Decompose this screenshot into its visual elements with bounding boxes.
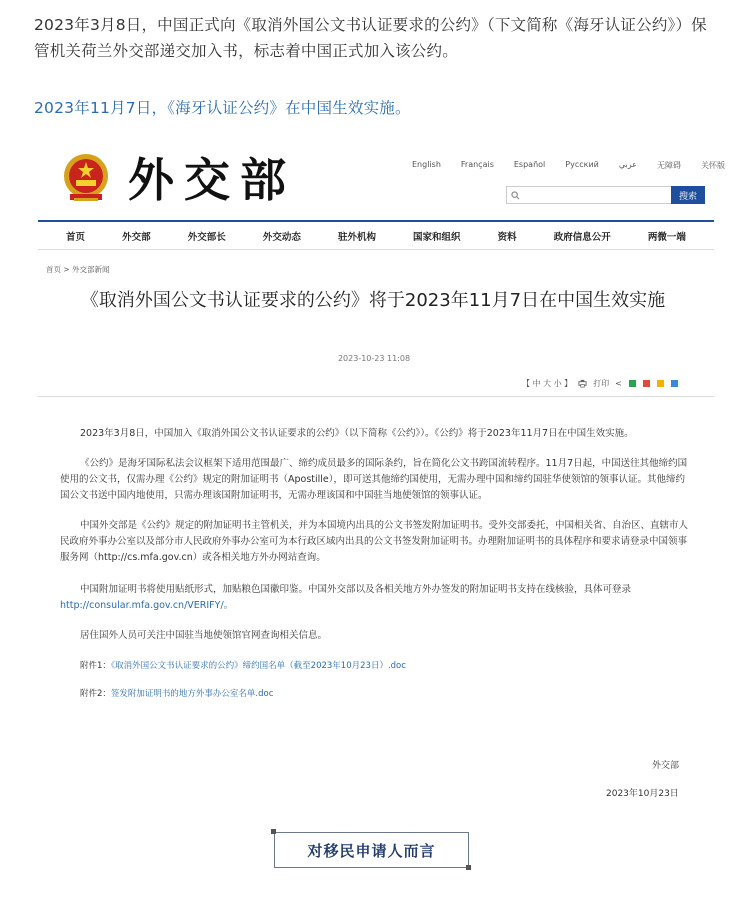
share-icon[interactable]: < xyxy=(615,379,622,388)
wechat-share-icon[interactable] xyxy=(629,380,636,387)
language-bar xyxy=(412,160,725,171)
body-paragraph-2: 《公约》是海牙国际私法会议框架下适用范围最广、缔约成员最多的国际条约，旨在简化公文书跨国流转程序。11月7日起，中国送往其他缔约国使用的公文书，仅需办理《公约》规定的附加证明书（Apostille），即可送其他缔约国使用，无需办理中国和缔约国驻华使领馆的领事认证。其他缔约国公文书送中国内地使用，只需办理该国附加证明书，无需办理该国和中国驻当地使领馆的领事认证。 xyxy=(60,458,688,501)
main-nav xyxy=(38,220,714,250)
body-paragraph-5: 居住国外人员可关注中国驻当地使领馆官网查询相关信息。 xyxy=(80,630,328,641)
body-paragraph-4 xyxy=(60,582,688,614)
lang-russian[interactable]: Русский xyxy=(565,160,599,169)
divider xyxy=(38,396,714,397)
section-heading: 对移民申请人而言 xyxy=(307,841,436,860)
nav-countries[interactable]: 国家和组织 xyxy=(413,231,461,243)
search-input[interactable] xyxy=(506,186,671,204)
intro-paragraph-2: 2023年11月7日，《海牙认证公约》在中国生效实施。 xyxy=(34,99,411,117)
lang-french[interactable]: Français xyxy=(460,160,494,169)
font-size-switcher[interactable]: 【 中 大 小 】 xyxy=(522,379,573,388)
body-paragraph-3: 中国外交部是《公约》规定的附加证明书主管机关，并为本国境内出具的公文书签发附加证明书。受外交部委托，中国相关省、自治区、直辖市人民政府外事办公室以及部分市人民政府外事办公室可为本行政区域内出具的公文书签发附加证明书。办理附加证明书的具体程序和要求请登录中国领事服务网（http://cs.mfa.gov.cn）或各相关地方外办网站查询。 xyxy=(60,520,689,563)
nav-gov-info[interactable]: 政府信息公开 xyxy=(553,231,611,243)
lang-spanish[interactable]: Español xyxy=(513,160,546,169)
more-share-icon[interactable] xyxy=(671,380,678,387)
attachment-1 xyxy=(60,658,688,674)
corner-marker xyxy=(466,865,471,870)
nav-missions[interactable]: 驻外机构 xyxy=(337,231,376,243)
section-heading-box xyxy=(274,832,469,868)
attachment-1-link[interactable]: 《取消外国公文书认证要求的公约》缔约国名单（截至2023年10月23日）.doc xyxy=(110,661,406,671)
article-tools xyxy=(522,378,678,389)
lang-accessibility[interactable]: 无障碍 xyxy=(656,161,681,170)
signature-date: 2023年10月23日 xyxy=(606,789,679,799)
attachment-1-label: 附件1： xyxy=(80,661,111,671)
nav-mfa[interactable]: 外交部 xyxy=(122,231,151,243)
nav-social[interactable]: 两微一端 xyxy=(647,231,686,243)
nav-minister[interactable]: 外交部长 xyxy=(187,231,226,243)
nav-resources[interactable]: 资料 xyxy=(497,231,517,243)
qzone-share-icon[interactable] xyxy=(657,380,664,387)
article-date: 2023-10-23 11:08 xyxy=(337,354,411,363)
corner-marker xyxy=(271,829,276,834)
body-paragraph-4-text: 中国附加证明书将使用贴纸形式，加贴粮色国徽印鉴。中国外交部以及各相关地方外办签发的附加证明书支持在线核验，具体可登录 xyxy=(80,584,632,595)
attachment-2 xyxy=(60,686,688,702)
attachment-2-link[interactable]: 签发附加证明书的地方外事办公室名单.doc xyxy=(110,689,274,699)
body-paragraph-1: 2023年3月8日，中国加入《取消外国公文书认证要求的公约》（以下简称《公约》）。《公约》将于2023年11月7日在中国生效实施。 xyxy=(80,428,634,439)
mfa-page-screenshot xyxy=(34,140,725,815)
intro-paragraph-1: 2023年3月8日，中国正式向《取消外国公文书认证要求的公约》（下文简称《海牙认证公约》）保管机关荷兰外交部递交加入书，标志着中国正式加入该公约。 xyxy=(34,16,707,60)
nav-home[interactable]: 首页 xyxy=(66,231,86,243)
print-label[interactable]: 打印 xyxy=(593,379,610,388)
lang-english[interactable]: English xyxy=(412,160,441,169)
national-emblem-icon xyxy=(56,148,116,208)
article-title: 《取消外国公文书认证要求的公约》将于2023年11月7日在中国生效实施 xyxy=(80,290,666,311)
print-icon[interactable] xyxy=(578,379,587,388)
mfa-logo-text: 外交部 xyxy=(128,153,296,207)
attachment-2-label: 附件2： xyxy=(80,689,111,699)
breadcrumb[interactable]: 首页 > 外交部新闻 xyxy=(46,265,110,274)
verify-link[interactable]: http://consular.mfa.gov.cn/VERIFY/。 xyxy=(60,600,234,611)
nav-diplomatic-news[interactable]: 外交动态 xyxy=(262,231,301,243)
lang-care-version[interactable]: 关怀版 xyxy=(700,161,725,170)
lang-arabic[interactable]: عربي xyxy=(618,160,637,169)
weibo-share-icon[interactable] xyxy=(643,380,650,387)
search-button[interactable]: 搜索 xyxy=(671,186,705,204)
search-icon xyxy=(511,191,520,200)
signature: 外交部 xyxy=(652,761,680,771)
